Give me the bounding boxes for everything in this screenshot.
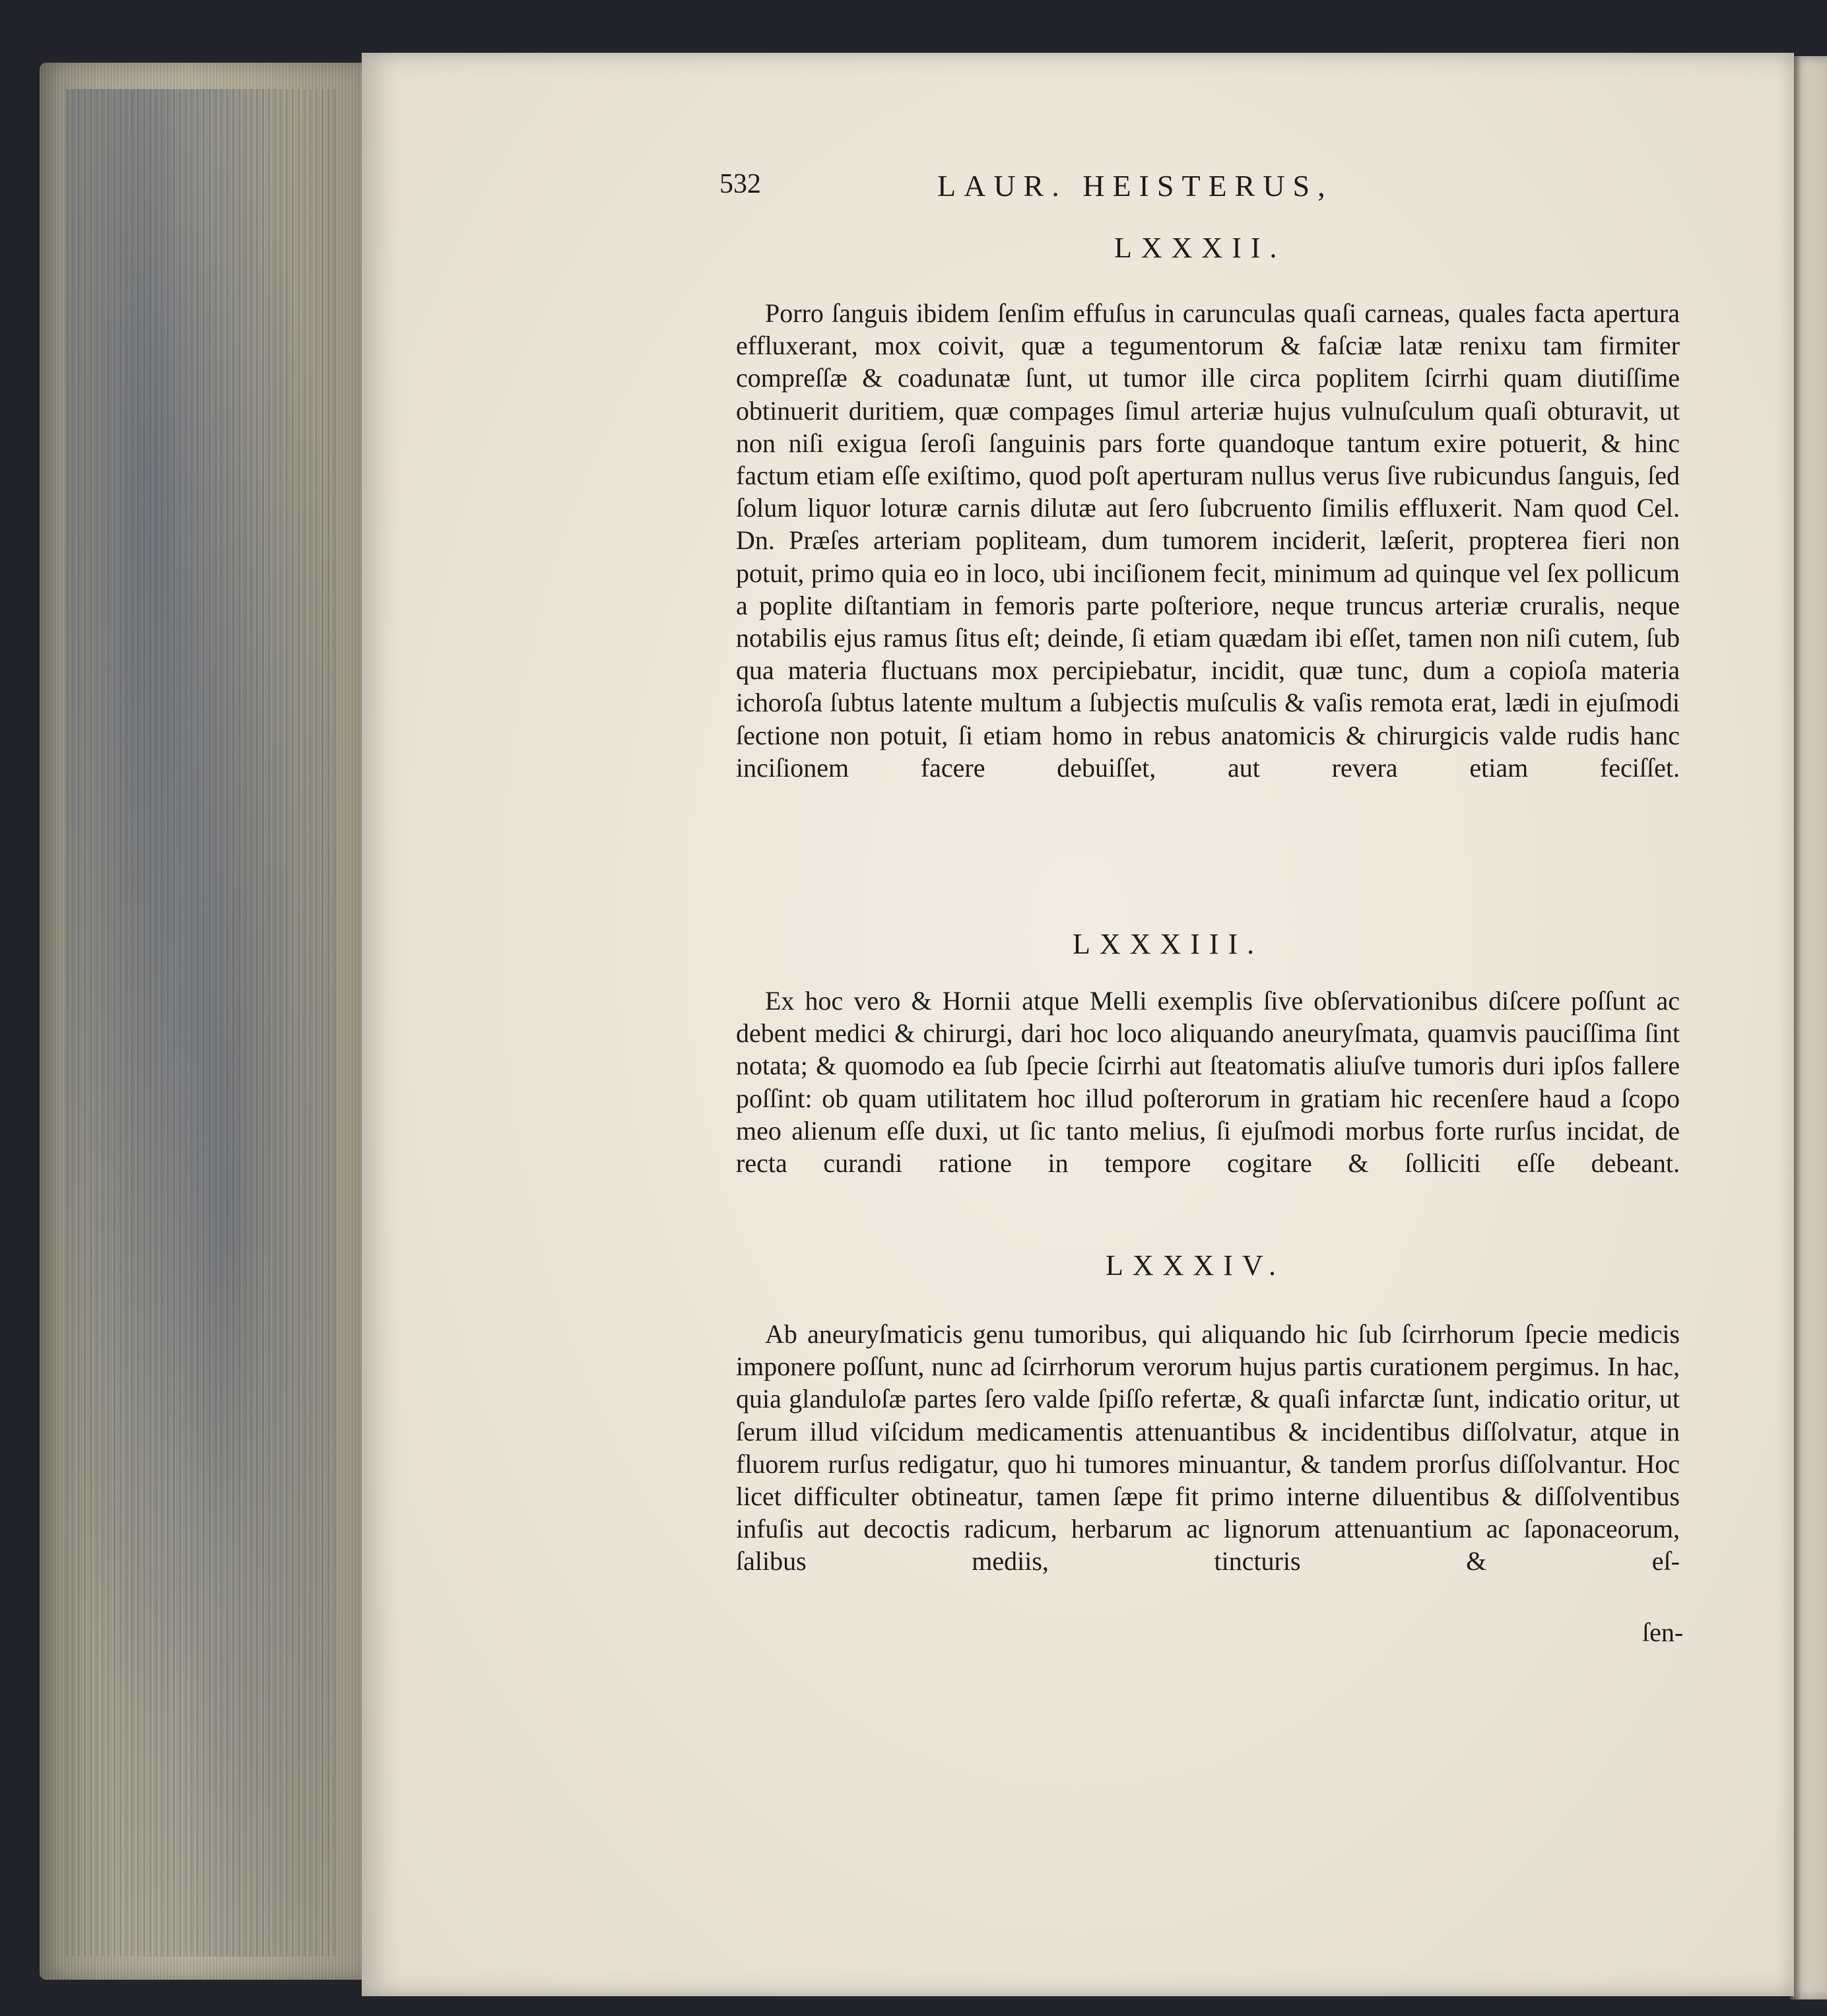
section-heading: LXXXIV.	[1106, 1249, 1285, 1282]
paragraph-text: Porro ſanguis ibidem ſenſim effuſus in carunculas quaſi carneas, quales facta apertura effluxerant, mox coivit, quæ a tegumentorum & faſciæ latæ renixu tam firmiter compreſſæ & coadunatæ ſunt, ut tumor ille circa poplitem ſcirrhi quam diutiſſime obtinuerit duritiem, quæ compages ſimul arteriæ hujus vulnuſculum quaſi obturavit, ut non niſi exigua ſeroſi ſanguinis pars forte quandoque tantum exire potuerit, & hinc factum etiam eſſe exiſtimo, quod poſt aperturam nullus verus ſive rubicundus ſanguis, ſed ſolum liquor loturæ carnis dilutæ aut ſero ſubcruento ſimilis effluxerit. Nam quod Cel. Dn. Præſes arteriam popliteam, dum tumorem inciderit, læſerit, propterea fieri non potuit, primo quia eo in loco, ubi inciſionem fecit, minimum ad quinque vel ſex pollicum a poplite diſtantiam in femoris parte poſteriore, neque truncus arteriæ cruralis, neque notabilis ejus ramus ſitus eſt; deinde, ſi etiam quædam ibi eſſet, tamen non niſi cutem, ſub qua materia fluctuans mox percipiebatur, incidit, quæ tunc, dum a copioſa materia ichoroſa ſubtus latente multum a ſubjectis muſculis & vaſis remota erat, lædi in ejuſmodi ſectione non potuit, ſi etiam homo in rebus anatomicis & chirurgicis valde rudis hanc inciſionem facere debuiſſet, aut revera etiam feciſſet.	[736, 298, 1680, 783]
section-heading: LXXXII.	[1114, 232, 1286, 264]
running-title: LAUR. HEISTERUS,	[937, 169, 1333, 203]
section-paragraph	[736, 985, 1680, 1212]
running-head	[719, 168, 1683, 208]
paragraph-text: Ab aneuryſmaticis genu tumoribus, qui aliquando hic ſub ſcirrhorum ſpecie medicis imponere poſſunt, nunc ad ſcirrhorum verorum hujus partis curationem pergimus. In hac, quia glanduloſæ partes ſero valde ſpiſſo refertæ, & quaſi infarctæ ſunt, indicatio oritur, ut ſerum illud viſcidum medicamentis attenuantibus & incidentibus diſſolvatur, atque in fluorem rurſus redigatur, quo hi tumores minuantur, & tandem prorſus diſſolvantur. Hoc licet difficulter obtineatur, tamen ſæpe fit primo interne diluentibus & diſſolventibus infuſis aut decoctis radicum, herbarum ac lignorum attenuantium ac ſaponaceorum, ſalibus mediis, tincturis & eſ-	[736, 1319, 1680, 1577]
catchword: ſen-	[1642, 1617, 1684, 1647]
section-heading: LXXXIII.	[1073, 928, 1264, 960]
paragraph-text: Ex hoc vero & Hornii atque Melli exemplis ſive obſervationibus diſcere poſſunt ac debent medici & chirurgi, dari hoc loco aliquando aneuryſmata, quamvis pauciſſima ſint notata; & quomodo ea ſub ſpecie ſcirrhi aut ſteatomatis aliuſve tumoris duri ipſos fallere poſſint: ob quam utilitatem hoc illud poſterorum in gratiam hic recenſere haud a ſcopo meo alienum eſſe duxi, ut ſic tanto melius, ſi ejuſmodi morbus forte rurſus incidat, de recta curandi ratione in tempore cogitare & ſolliciti eſſe debeant.	[736, 986, 1680, 1179]
section-paragraph	[736, 1318, 1680, 1610]
page-edges	[40, 63, 363, 1980]
page-number: 532	[719, 169, 761, 199]
section-paragraph	[736, 297, 1680, 816]
next-page-edge	[1790, 56, 1827, 2000]
